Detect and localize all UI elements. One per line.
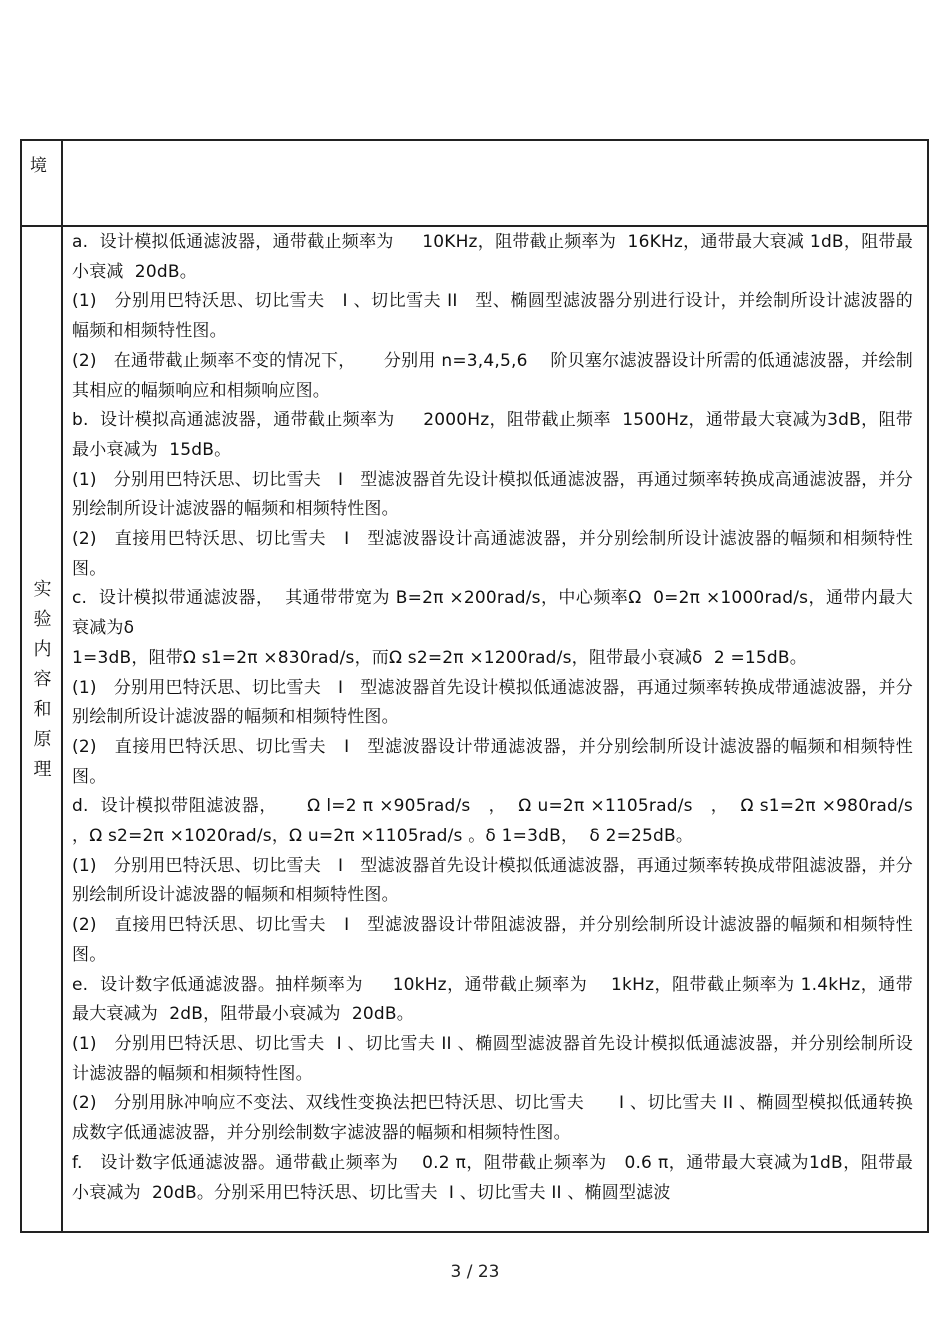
task-a-paragraph: a. 设计模拟低通滤波器，通带截止频率为 10KHz，阻带截止频率为 16KHz，通带最大衰减 1dB，阻带最小衰减 20dB。	[72, 232, 913, 282]
experiment-content-row	[22, 227, 927, 1231]
task-c-paragraph: c. 设计模拟带通滤波器， 其通带带宽为 B=2π ×200rad/s，中心频率Ω 0=2π ×1000rad/s，通带内最大衰减为δ	[72, 588, 913, 639]
section-label-char: 实	[33, 579, 52, 600]
section-label-char: 验	[33, 609, 52, 630]
task-b-item-1: (1) 分别用巴特沃思、切比雪夫 I 型滤波器首先设计模拟低通滤波器，再通过频率转换成高通滤波器，并分别绘制所设计滤波器的幅频和相频特性图。	[72, 469, 913, 520]
environment-label-cell	[22, 141, 63, 225]
section-label-char: 容	[33, 669, 52, 690]
task-e-item-1: (1) 分别用巴特沃思、切比雪夫 I 、切比雪夫 II 、椭圆型滤波器首先设计模拟低通滤波器，并分别绘制所设计滤波器的幅频和相频特性图。	[72, 1033, 913, 1084]
task-e-paragraph: e. 设计数字低通滤波器。抽样频率为 10kHz，通带截止频率为 1kHz，阻带截止频率为 1.4kHz，通带最大衰减为 2dB，阻带最小衰减为 20dB。	[72, 974, 913, 1025]
section-label-cell	[22, 227, 63, 1231]
task-d-item-1: (1) 分别用巴特沃思、切比雪夫 I 型滤波器首先设计模拟低通滤波器，再通过频率转换成带阻滤波器，并分别绘制所设计滤波器的幅频和相频特性图。	[72, 855, 913, 906]
section-label-char: 和	[33, 699, 52, 720]
section-label-char: 理	[33, 759, 52, 780]
task-b-item-2: (2) 直接用巴特沃思、切比雪夫 I 型滤波器设计高通滤波器，并分别绘制所设计滤波器的幅频和相频特性图。	[72, 529, 913, 579]
task-c-item-2: (2) 直接用巴特沃思、切比雪夫 I 型滤波器设计带通滤波器，并分别绘制所设计滤波器的幅频和相频特性图。	[72, 736, 913, 787]
task-c-item-1: (1) 分别用巴特沃思、切比雪夫 I 型滤波器首先设计模拟低通滤波器，再通过频率转换成带通滤波器，并分别绘制所设计滤波器的幅频和相频特性图。	[72, 677, 913, 728]
environment-label: 境	[30, 156, 47, 176]
task-e-item-2: (2) 分别用脉冲响应不变法、双线性变换法把巴特沃思、切比雪夫 I 、切比雪夫 II 、椭圆型模拟低通转换成数字低通滤波器，并分别绘制数字滤波器的幅频和相频特性图。	[72, 1093, 913, 1144]
task-d-item-2: (2) 直接用巴特沃思、切比雪夫 I 型滤波器设计带阻滤波器，并分别绘制所设计滤波器的幅频和相频特性图。	[72, 915, 913, 965]
environment-row	[22, 141, 927, 227]
document-table	[20, 139, 929, 1233]
task-c-paragraph-cont: 1=3dB，阻带Ω s1=2π ×830rad/s，而Ω s2=2π ×1200rad/s，阻带最小衰减δ 2 =15dB。	[72, 647, 807, 668]
task-a-item-1: (1) 分别用巴特沃思、切比雪夫 I 、切比雪夫 II 型、椭圆型滤波器分别进行设计，并绘制所设计滤波器的幅频和相频特性图。	[72, 291, 913, 342]
section-label-char: 原	[33, 729, 52, 750]
page-number: 3 / 23	[450, 1262, 500, 1282]
task-b-paragraph: b. 设计模拟高通滤波器，通带截止频率为 2000Hz，阻带截止频率 1500Hz，通带最大衰减为3dB，阻带最小衰减为 15dB。	[72, 410, 913, 460]
section-label	[22, 575, 63, 785]
task-a-item-2: (2) 在通带截止频率不变的情况下， 分别用 n=3,4,5,6 阶贝塞尔滤波器设计所需的低通滤波器，并绘制其相应的幅频响应和相频响应图。	[72, 350, 913, 401]
section-label-char: 内	[33, 639, 52, 660]
task-f-paragraph: f. 设计数字低通滤波器。通带截止频率为 0.2 π，阻带截止频率为 0.6 π，通带最大衰减为1dB，阻带最小衰减为 20dB。分别采用巴特沃思、切比雪夫 I 、切比雪夫 II 、椭圆型滤波	[72, 1152, 913, 1203]
task-d-paragraph: d. 设计模拟带阻滤波器， Ω l=2 π ×905rad/s ， Ω u=2π ×1105rad/s ， Ω s1=2π ×980rad/s ，Ω s2=2π ×1020rad/s，Ω u=2π ×1105rad/s 。δ 1=3dB， δ 2=25dB。	[72, 796, 925, 847]
section-content	[72, 228, 925, 1208]
